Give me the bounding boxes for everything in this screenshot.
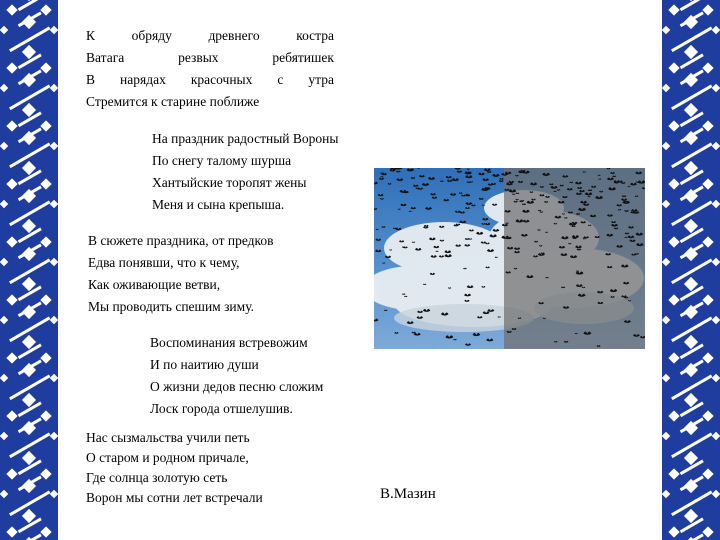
word: обряду (131, 28, 172, 43)
poem-line: Ворон мы сотни лет встречали (86, 490, 263, 505)
poem-line: Воспоминания встревожим (150, 335, 308, 350)
poem-stanza-4 (150, 332, 323, 420)
poem-line (86, 25, 334, 47)
poem-line (86, 47, 334, 69)
poem-stanza-2 (152, 128, 338, 216)
poem-line (86, 69, 334, 91)
word: костра (296, 28, 334, 43)
word: красочных (190, 72, 253, 87)
word: утра (308, 72, 334, 87)
ornament-border-right (662, 0, 720, 540)
poem-line: И по наитию души (150, 357, 259, 372)
word: ребятишек (272, 50, 334, 65)
word: древнего (208, 28, 260, 43)
poem-line (86, 91, 334, 113)
word: Ватага (86, 50, 125, 65)
ornament-border-left (0, 0, 58, 540)
word: с (277, 72, 284, 87)
poem-line: Как оживающие ветви, (88, 277, 221, 292)
word: К (86, 28, 96, 43)
poem-stanza-1 (86, 25, 334, 113)
poem-line: О жизни дедов песню сложим (150, 379, 324, 394)
poem-stanza-5 (86, 428, 263, 508)
poem-line: О старом и родном причале, (86, 450, 249, 465)
poem-line: Меня и сына крепыша. (152, 197, 285, 212)
poem-line: Едва понявши, что к чему, (88, 255, 240, 270)
poem-line: Хантыйские торопят жены (152, 175, 307, 190)
author-signature: В.Мазин (380, 486, 436, 502)
word: резвых (178, 50, 219, 65)
poem-line: Мы проводить спешим зиму. (88, 299, 254, 314)
poem-line: На праздник радостный Вороны (152, 131, 339, 146)
poem-stanza-3 (88, 230, 274, 318)
poem-line: Лоск города отшелушив. (150, 401, 293, 416)
word: Стремится к старине поближе (86, 94, 260, 109)
poem-line: Где солнца золотую сеть (86, 470, 228, 485)
poem-line: В сюжете праздника, от предков (88, 233, 274, 248)
poem-line: По снегу талому шурша (152, 153, 292, 168)
poem-line: Нас сызмальства учили петь (86, 430, 250, 445)
crows-flock-photo (374, 168, 645, 349)
word: нарядах (120, 72, 166, 87)
word: В (86, 72, 96, 87)
